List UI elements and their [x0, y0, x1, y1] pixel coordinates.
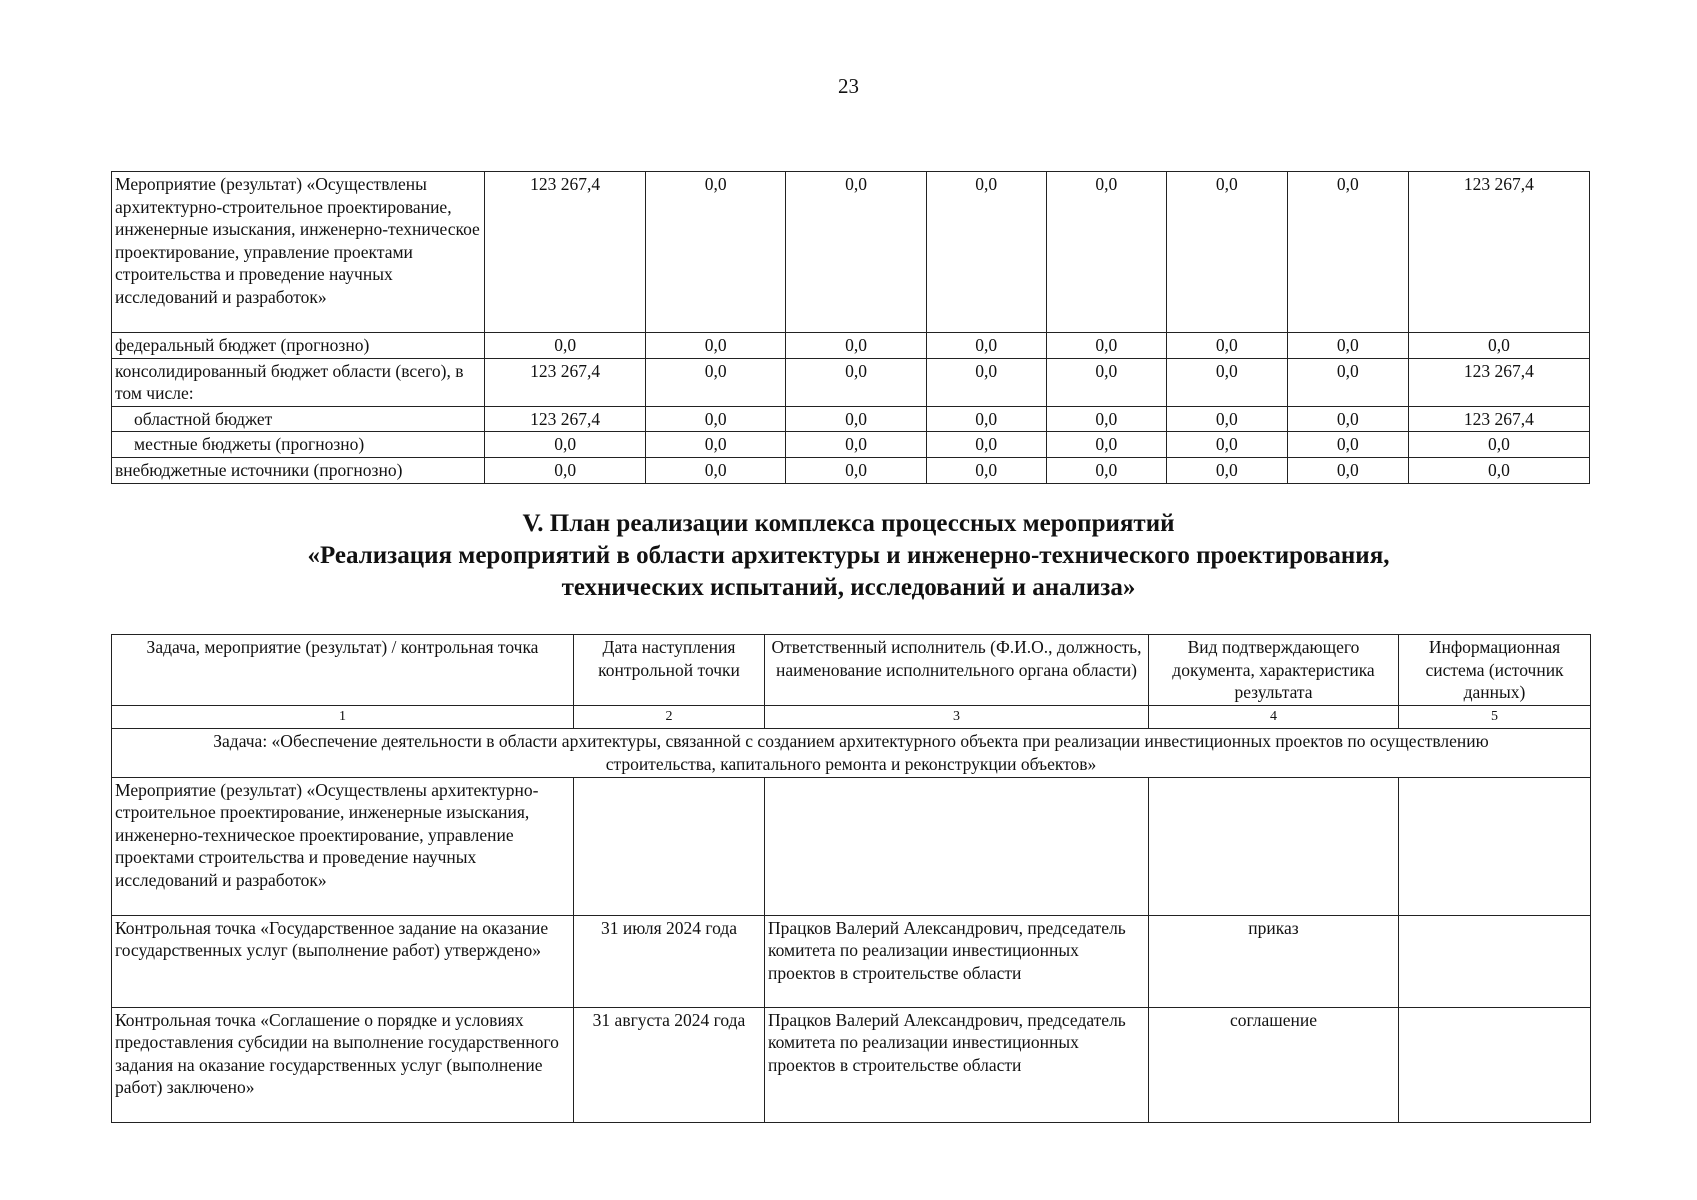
- budget-cell: 0,0: [1166, 432, 1287, 458]
- budget-cell: 0,0: [485, 432, 646, 458]
- budget-cell: 0,0: [646, 358, 786, 406]
- budget-cell: 0,0: [1287, 457, 1408, 483]
- budget-cell: 0,0: [786, 333, 926, 359]
- budget-cell: 0,0: [926, 432, 1046, 458]
- budget-cell: 0,0: [1046, 432, 1166, 458]
- plan-item: Контрольная точка «Государственное задание на оказание государственных услуг (выполнение работ) утверждено»: [112, 915, 574, 1007]
- budget-cell: 123 267,4: [485, 358, 646, 406]
- plan-header-cell: Задача, мероприятие (результат) / контрольная точка: [112, 635, 574, 706]
- plan-item: Мероприятие (результат) «Осуществлены архитектурно-строительное проектирование, инженерные изыскания, инженерно-техническое проектирование, управление проектами строительства и проведение научных исследований и разработок»: [112, 777, 574, 915]
- budget-cell: 0,0: [786, 172, 926, 333]
- plan-responsible: Працков Валерий Александрович, председатель комитета по реализации инвестиционных проектов в строительстве области: [765, 1007, 1149, 1122]
- column-number: 1: [112, 705, 574, 729]
- budget-cell: 0,0: [1287, 358, 1408, 406]
- plan-header-cell: Дата наступления контрольной точки: [574, 635, 765, 706]
- plan-date: 31 августа 2024 года: [574, 1007, 765, 1122]
- budget-row-extrabudgetary: [112, 457, 1590, 483]
- plan-system: [1399, 1007, 1591, 1122]
- section-heading-line: V. План реализации комплекса процессных мероприятий: [522, 510, 1175, 537]
- table-row: [112, 777, 1591, 915]
- column-number: 5: [1399, 705, 1591, 729]
- column-number: 3: [765, 705, 1149, 729]
- budget-row-label: консолидированный бюджет области (всего), в том числе:: [112, 358, 485, 406]
- column-number: 2: [574, 705, 765, 729]
- budget-cell: 0,0: [926, 172, 1046, 333]
- budget-cell: 0,0: [1408, 432, 1589, 458]
- budget-cell: 0,0: [1166, 172, 1287, 333]
- plan-document: [1149, 777, 1399, 915]
- task-cell: Задача: «Обеспечение деятельности в области архитектуры, связанной с созданием архитектурного объекта при реализации инвестиционных проектов по осуществлению строительства, капитального ремонта и реконструкции объектов»: [112, 729, 1591, 777]
- table-row: [112, 915, 1591, 1007]
- budget-cell: 123 267,4: [485, 172, 646, 333]
- plan-header-cell: Информационная система (источник данных): [1399, 635, 1591, 706]
- column-number: 4: [1149, 705, 1399, 729]
- budget-row-label: местные бюджеты (прогнозно): [112, 432, 485, 458]
- budget-row-consolidated: [112, 358, 1590, 406]
- budget-cell: 0,0: [1166, 333, 1287, 359]
- budget-cell: 0,0: [1046, 333, 1166, 359]
- budget-row-regional: [112, 406, 1590, 432]
- plan-date: [574, 777, 765, 915]
- budget-cell: 0,0: [926, 457, 1046, 483]
- budget-cell: 0,0: [786, 457, 926, 483]
- plan-table: [111, 634, 1591, 1123]
- budget-row-federal: [112, 333, 1590, 359]
- budget-cell: 0,0: [485, 333, 646, 359]
- budget-cell: 123 267,4: [1408, 358, 1589, 406]
- budget-cell: 0,0: [1166, 358, 1287, 406]
- section-heading-line: технических испытаний, исследований и анализа»: [561, 574, 1136, 601]
- section-heading: [0, 508, 1697, 604]
- budget-cell: 0,0: [1287, 172, 1408, 333]
- budget-cell: 0,0: [1046, 172, 1166, 333]
- budget-row-local: [112, 432, 1590, 458]
- budget-cell: 0,0: [646, 333, 786, 359]
- table-row: [112, 1007, 1591, 1122]
- budget-cell: 0,0: [1046, 358, 1166, 406]
- budget-cell: 0,0: [1166, 457, 1287, 483]
- budget-row-label: федеральный бюджет (прогнозно): [112, 333, 485, 359]
- plan-system: [1399, 777, 1591, 915]
- budget-cell: 0,0: [786, 432, 926, 458]
- budget-cell: 123 267,4: [1408, 406, 1589, 432]
- budget-cell: 0,0: [646, 406, 786, 432]
- budget-cell: 0,0: [1408, 333, 1589, 359]
- budget-table: [111, 171, 1590, 484]
- plan-header-row: [112, 635, 1591, 706]
- budget-cell: 0,0: [786, 406, 926, 432]
- budget-cell: 0,0: [926, 358, 1046, 406]
- budget-cell: 123 267,4: [1408, 172, 1589, 333]
- section-heading-line: «Реализация мероприятий в области архитектуры и инженерно-технического проектирования,: [307, 542, 1390, 569]
- plan-item: Контрольная точка «Соглашение о порядке и условиях предоставления субсидии на выполнение государственного задания на оказание государственных услуг (выполнение работ) заключено»: [112, 1007, 574, 1122]
- plan-responsible: Працков Валерий Александрович, председатель комитета по реализации инвестиционных проектов в строительстве области: [765, 915, 1149, 1007]
- budget-cell: 0,0: [646, 172, 786, 333]
- plan-document: соглашение: [1149, 1007, 1399, 1122]
- plan-column-number-row: [112, 705, 1591, 729]
- budget-cell: 0,0: [926, 406, 1046, 432]
- plan-system: [1399, 915, 1591, 1007]
- budget-cell: 0,0: [646, 432, 786, 458]
- budget-row-event: [112, 172, 1590, 333]
- budget-cell: 123 267,4: [485, 406, 646, 432]
- budget-cell: 0,0: [1408, 457, 1589, 483]
- budget-row-label: внебюджетные источники (прогнозно): [112, 457, 485, 483]
- plan-responsible: [765, 777, 1149, 915]
- budget-cell: 0,0: [646, 457, 786, 483]
- plan-header-cell: Ответственный исполнитель (Ф.И.О., должность, наименование исполнительного органа области): [765, 635, 1149, 706]
- budget-cell: 0,0: [1287, 333, 1408, 359]
- budget-cell: 0,0: [485, 457, 646, 483]
- page-number: 23: [838, 74, 859, 98]
- budget-cell: 0,0: [1046, 406, 1166, 432]
- budget-row-label: областной бюджет: [112, 406, 485, 432]
- budget-cell: 0,0: [1046, 457, 1166, 483]
- budget-cell: 0,0: [1287, 432, 1408, 458]
- plan-document: приказ: [1149, 915, 1399, 1007]
- budget-cell: 0,0: [926, 333, 1046, 359]
- budget-cell: 0,0: [786, 358, 926, 406]
- budget-cell: 0,0: [1166, 406, 1287, 432]
- budget-cell: 0,0: [1287, 406, 1408, 432]
- plan-header-cell: Вид подтверждающего документа, характеристика результата: [1149, 635, 1399, 706]
- plan-task-row: [112, 729, 1591, 777]
- plan-date: 31 июля 2024 года: [574, 915, 765, 1007]
- budget-row-label: Мероприятие (результат) «Осуществлены архитектурно-строительное проектирование, инженерные изыскания, инженерно-техническое проектирование, управление проектами строительства и проведение научных исследований и разработок»: [112, 172, 485, 333]
